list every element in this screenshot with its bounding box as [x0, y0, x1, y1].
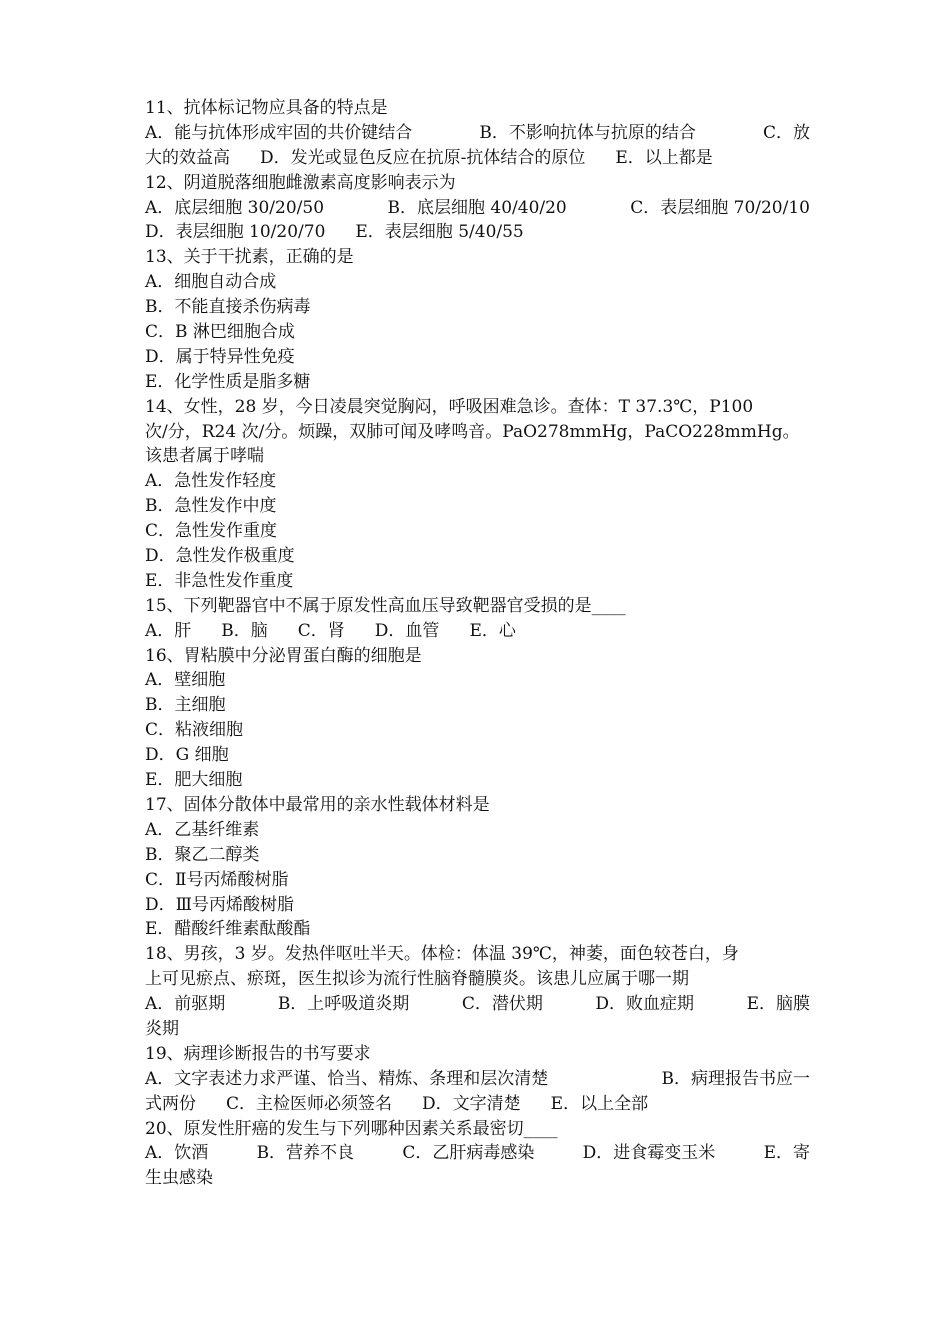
option-c: C．Ⅱ号丙烯酸树脂 — [145, 869, 289, 890]
option-c: C．B 淋巴细胞合成 — [145, 322, 295, 343]
option-d: D．属于特异性免疫 — [145, 346, 295, 367]
option-a: A．饮酒 — [145, 1143, 209, 1164]
question-stem: 该患者属于哮喘 — [145, 446, 264, 467]
question-stem: 19、病理诊断报告的书写要求 — [145, 1043, 371, 1064]
option-b: B．聚乙二醇类 — [145, 844, 260, 865]
option-a: A．前驱期 — [145, 994, 226, 1015]
option-e: E．以上都是 — [615, 147, 713, 168]
option-a: A．壁细胞 — [145, 670, 226, 691]
question-stem: 上可见瘀点、瘀斑，医生拟诊为流行性脑脊髓膜炎。该患儿应属于哪一期 — [145, 969, 689, 990]
option-b: B．主细胞 — [145, 695, 226, 716]
option-e: E．寄 — [763, 1143, 810, 1164]
option-e: E．醋酸纤维素酞酸酯 — [145, 919, 311, 940]
option-c: C．表层细胞 70/20/10 — [630, 197, 810, 218]
options-line — [145, 992, 810, 1017]
option-b: B．不能直接杀伤病毒 — [145, 297, 311, 318]
option-e-cont: 炎期 — [145, 1018, 179, 1039]
option-e: E．化学性质是脂多糖 — [145, 371, 311, 392]
option-b: B．脑 — [221, 620, 268, 641]
option-e: E．脑膜 — [746, 994, 810, 1015]
options-line — [145, 1092, 810, 1117]
option-b: B．底层细胞 40/40/20 — [387, 197, 567, 218]
option-c: C．肾 — [297, 620, 345, 641]
question-stem: 11、抗体标记物应具备的特点是 — [145, 98, 388, 118]
question-list — [145, 96, 810, 1191]
option-b: B．病理报告书应一 — [661, 1068, 810, 1089]
option-d: D．进食霉变玉米 — [582, 1143, 716, 1164]
question-stem: 18、男孩，3 岁。发热伴呕吐半天。体检：体温 39℃，神萎，面色较苍白，身 — [145, 944, 739, 965]
options-line — [145, 121, 810, 146]
option-c: C．放 — [762, 122, 810, 143]
option-d: D．Ⅲ号丙烯酸树脂 — [145, 894, 295, 915]
options-line — [145, 1141, 810, 1166]
option-a: A．急性发作轻度 — [145, 471, 277, 492]
option-d: D．败血症期 — [595, 994, 695, 1015]
option-d: D．急性发作极重度 — [145, 546, 295, 567]
option-d: D．文字清楚 — [422, 1093, 521, 1114]
option-d: D．G 细胞 — [145, 745, 229, 766]
options-line — [145, 1067, 810, 1092]
question-stem: 15、下列靶器官中不属于原发性高血压导致靶器官受损的是____ — [145, 595, 626, 616]
option-b: B．不影响抗体与抗原的结合 — [479, 122, 696, 143]
option-c: C．主检医师必须签名 — [226, 1093, 393, 1114]
question-stem: 次/分，R24 次/分。烦躁，双肺可闻及哮鸣音。PaO278mmHg，PaCO228mmHg。 — [145, 421, 800, 442]
option-a: A．底层细胞 30/20/50 — [145, 197, 325, 218]
option-d: D．血管 — [374, 620, 440, 641]
option-c: C．乙肝病毒感染 — [402, 1143, 535, 1164]
question-stem: 14、女性，28 岁，今日凌晨突觉胸闷，呼吸困难急诊。查体：T 37.3℃，P100 — [145, 396, 754, 417]
option-b: B．营养不良 — [256, 1143, 355, 1164]
option-a: A．细胞自动合成 — [145, 272, 277, 293]
option-a: A．文字表述力求严谨、恰当、精炼、条理和层次清楚 — [145, 1068, 549, 1089]
option-b: B．上呼吸道炎期 — [277, 994, 410, 1015]
option-c: C．粘液细胞 — [145, 720, 244, 741]
question-stem: 12、阴道脱落细胞雌激素高度影响表示为 — [145, 172, 456, 193]
option-e: E．肥大细胞 — [145, 770, 243, 791]
option-a: A．肝 — [145, 620, 192, 641]
option-c: C．急性发作重度 — [145, 521, 278, 542]
option-e: E．表层细胞 5/40/55 — [355, 222, 524, 243]
option-e: E．心 — [469, 620, 516, 641]
option-c: C．潜伏期 — [461, 994, 543, 1015]
option-e: E．非急性发作重度 — [145, 570, 294, 591]
options-line — [145, 196, 810, 221]
question-stem: 13、关于干扰素，正确的是 — [145, 247, 354, 268]
options-line — [145, 619, 810, 644]
question-stem: 17、固体分散体中最常用的亲水性载体材料是 — [145, 794, 490, 815]
question-stem: 20、原发性肝癌的发生与下列哪种因素关系最密切____ — [145, 1118, 558, 1139]
option-a: A．乙基纤维素 — [145, 819, 260, 840]
question-stem: 16、胃粘膜中分泌胃蛋白酶的细胞是 — [145, 645, 422, 666]
options-line — [145, 146, 810, 171]
option-d: D．发光或显色反应在抗原-抗体结合的原位 — [260, 147, 586, 168]
options-line — [145, 220, 810, 245]
option-b: B．急性发作中度 — [145, 496, 277, 517]
option-c-cont: 大的效益高 — [145, 147, 230, 168]
option-b-cont: 式两份 — [145, 1093, 196, 1114]
option-d: D．表层细胞 10/20/70 — [145, 222, 326, 243]
option-a: A．能与抗体形成牢固的共价键结合 — [145, 122, 413, 143]
option-e: E．以上全部 — [550, 1093, 649, 1114]
option-e-cont: 生虫感染 — [145, 1168, 213, 1189]
